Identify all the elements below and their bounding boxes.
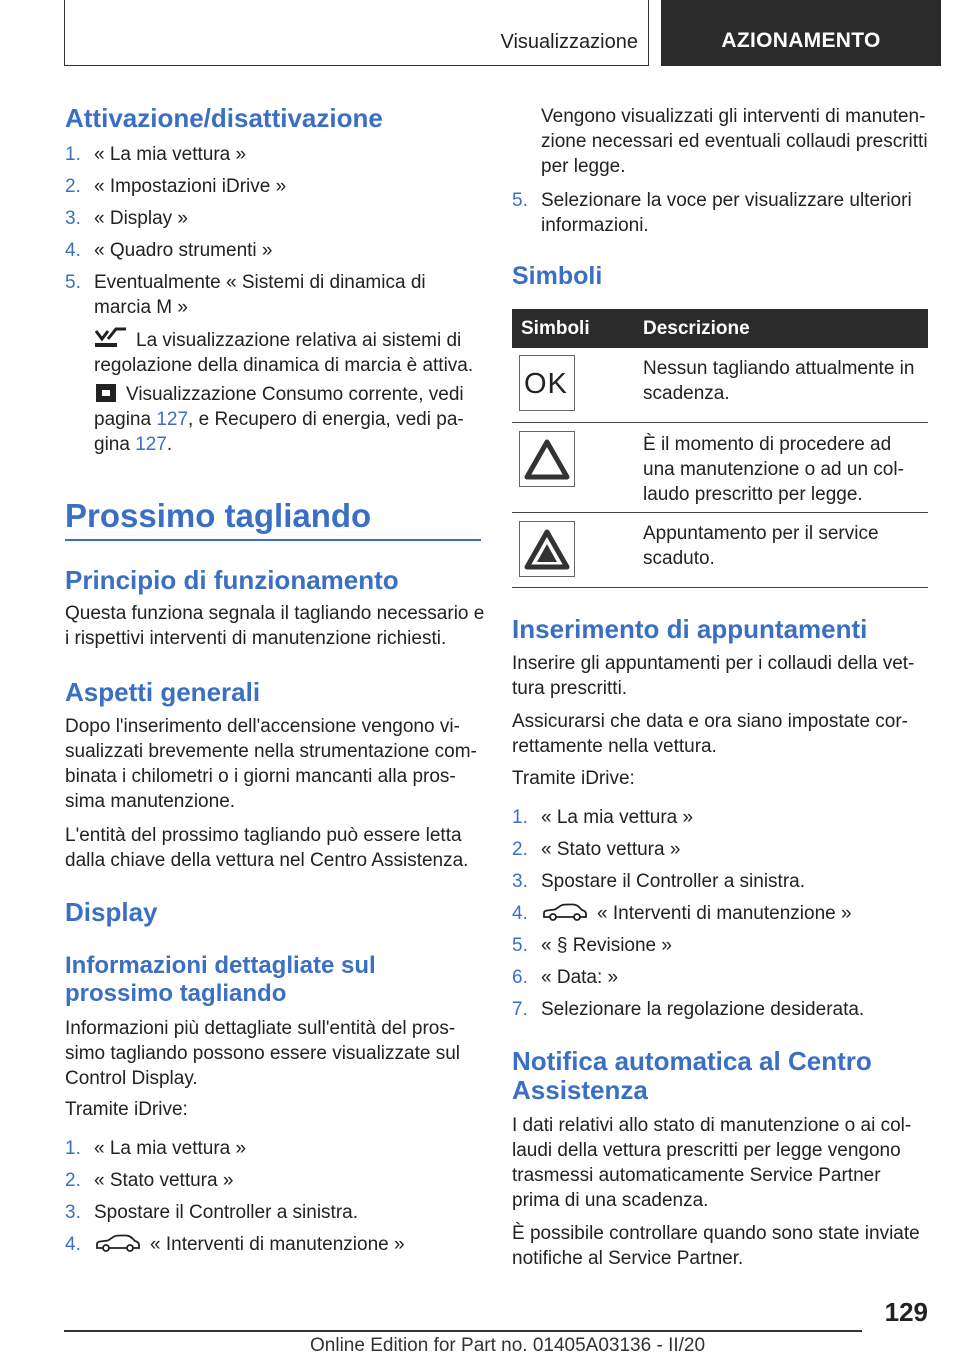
footer-edition: Online Edition for Part no. 01405A03136 - II/20 — [310, 1335, 706, 1356]
tramite-label: Tramite iDrive: — [65, 1099, 188, 1120]
table-desc: È il momento di procedere ad una manutenzione o ad un col- laudo prescritto per legge. — [643, 434, 904, 505]
heading-prossimo: Prossimo tagliando — [65, 497, 372, 534]
header-chapter: AZIONAMENTO — [661, 0, 941, 66]
heading-display: Display — [65, 897, 158, 927]
continued-text: Vengono visualizzati gli interventi di manuten- zione necessari ed eventuali collaudi prescritti per legge. — [541, 106, 928, 177]
ok-symbol: OK — [519, 355, 575, 411]
heading-notifica: Notifica automatica al Centro Assistenza — [512, 1046, 872, 1105]
car-icon — [94, 1233, 142, 1253]
heading-info: Informazioni dettagliate sul prossimo tagliando — [65, 952, 376, 1007]
header-section: Visualizzazione — [500, 31, 638, 53]
notifica-text-2: È possibile controllare quando sono state inviate notifiche al Service Partner. — [512, 1223, 920, 1269]
info-text: Informazioni più dettagliate sull'entità del pros- simo tagliando possono essere visualizzate sul Control Display. — [65, 1018, 460, 1089]
aspetti-text-2: L'entità del prossimo tagliando può essere letta dalla chiave della vettura nel Centro Assistenza. — [65, 825, 469, 871]
footer-rule — [64, 1330, 862, 1332]
col-header-symbol: Simboli — [521, 318, 590, 339]
table-row-divider — [512, 587, 928, 588]
table-row-divider — [512, 422, 928, 423]
heading-principio: Principio di funzionamento — [65, 565, 399, 595]
triangle-outline-icon — [519, 431, 575, 487]
table-desc: Appuntamento per il service scaduto. — [643, 523, 879, 569]
table-desc: Nessun tagliando attualmente in scadenza. — [643, 358, 915, 404]
header-frame — [64, 0, 649, 66]
heading-inserimento: Inserimento di appuntamenti — [512, 614, 868, 644]
heading-aspetti: Aspetti generali — [65, 677, 261, 707]
aspetti-text-1: Dopo l'inserimento dell'accensione vengono vi- sualizzati brevemente nella strumentazione com- binata i chilometri o i giorni mancanti alla pros- sima manutenzione. — [65, 716, 477, 812]
heading-simboli: Simboli — [512, 262, 603, 290]
symbol-note-consumption: Visualizzazione Consumo corrente, vedi pagina 127, e Recupero di energia, vedi pa- gina 127. — [94, 384, 464, 455]
consumption-square-icon — [94, 383, 118, 403]
triangle-filled-icon — [519, 521, 575, 577]
heading-attivazione: Attivazione/disattivazione — [65, 103, 383, 133]
symbols-table-header — [512, 309, 928, 348]
page-ref-link[interactable]: 127 — [135, 434, 167, 455]
table-row-divider — [512, 512, 928, 513]
heading-rule — [65, 539, 481, 541]
principio-text: Questa funziona segnala il tagliando necessario e i rispettivi interventi di manutenzione richiesti. — [65, 603, 485, 649]
tramite-label: Tramite iDrive: — [512, 768, 635, 789]
page-ref-link[interactable]: 127 — [156, 409, 189, 430]
page-number: 129 — [884, 1297, 928, 1327]
dynamics-check-icon — [94, 327, 128, 349]
inserimento-text-2: Assicurarsi che data e ora siano impostate cor- rettamente nella vettura. — [512, 711, 909, 757]
col-header-desc: Descrizione — [643, 318, 750, 339]
notifica-text-1: I dati relativi allo stato di manutenzione o ai col- laudi della vettura prescritti per legge vengono trasmessi automaticamente Service Partner prima di una scadenza. — [512, 1115, 912, 1211]
car-icon — [541, 902, 589, 922]
symbol-note-dynamics: La visualizzazione relativa ai sistemi di regolazione della dinamica di marcia è attiva. — [94, 327, 484, 378]
inserimento-text-1: Inserire gli appuntamenti per i collaudi della vet- tura prescritti. — [512, 653, 915, 699]
